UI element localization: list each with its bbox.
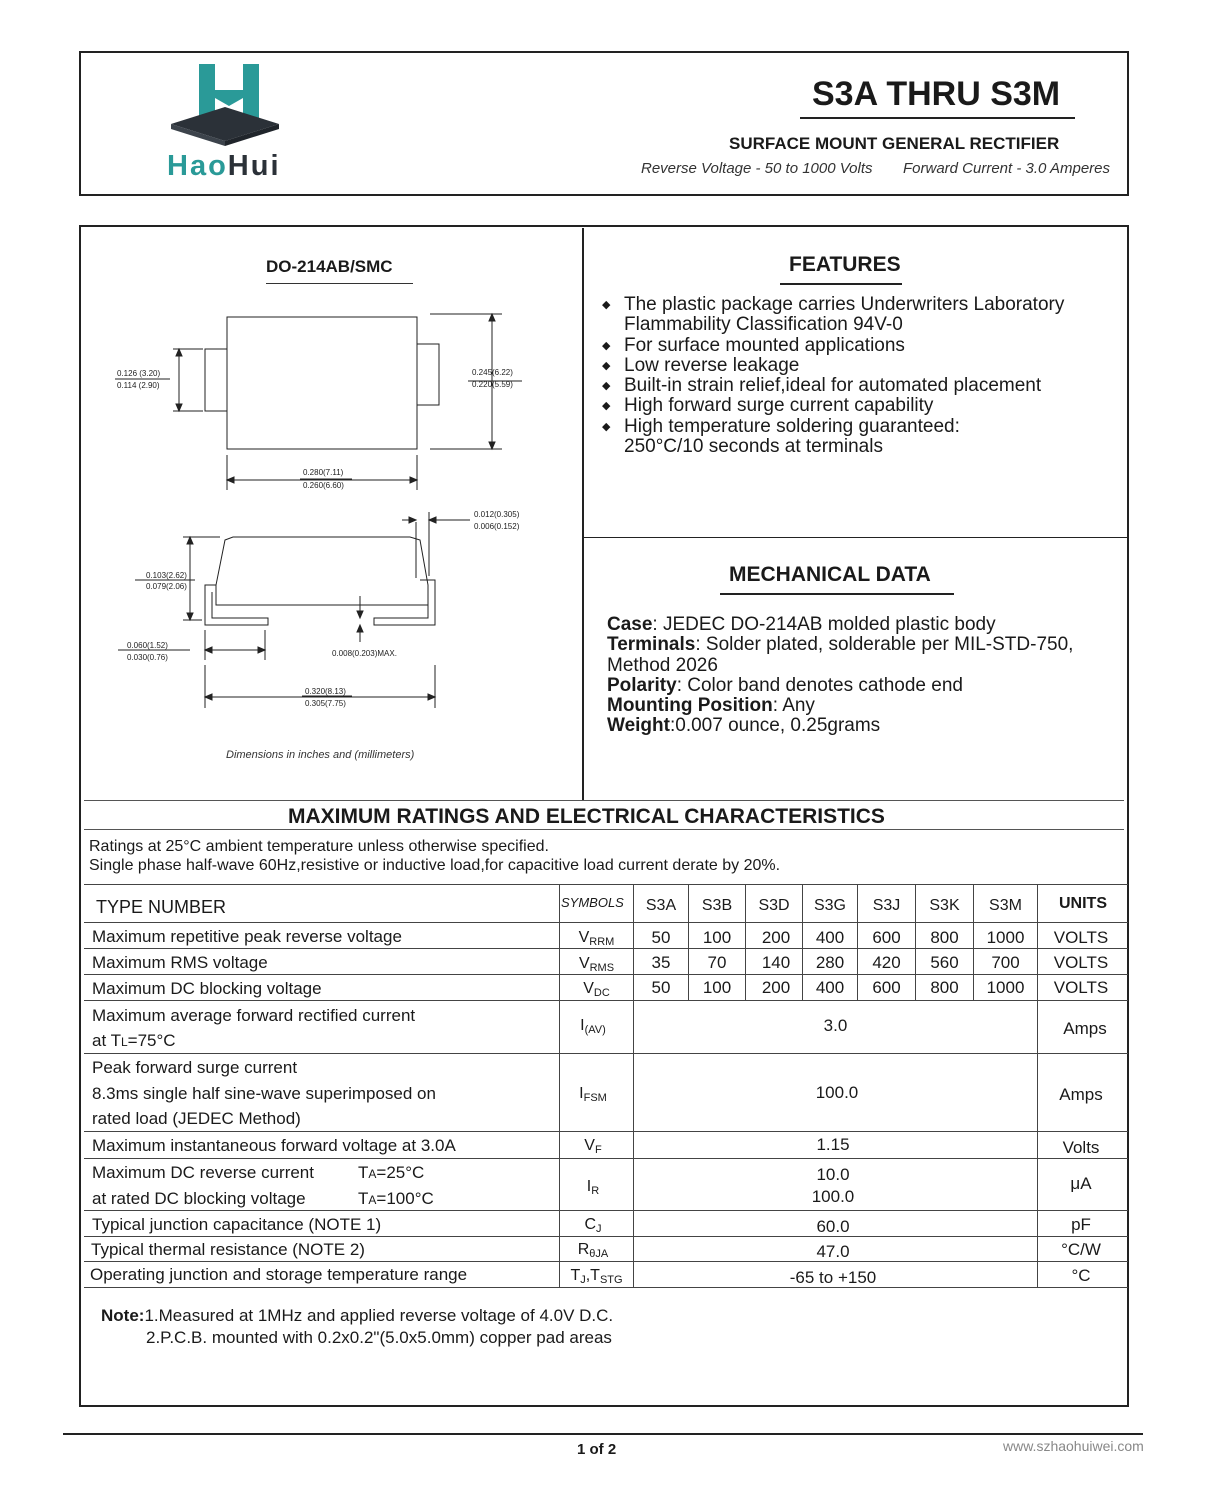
dim-foot-a: 0.060(1.52) <box>127 641 168 650</box>
row-value: 35 <box>651 953 671 972</box>
row-label: Maximum DC blocking voltage <box>92 979 322 998</box>
page-number: 1 of 2 <box>577 1441 617 1458</box>
row-value: -65 to +150 <box>789 1268 877 1287</box>
row-unit: VOLTS <box>1053 928 1109 947</box>
feature-item: ◆ For surface mounted applications <box>602 334 905 356</box>
row-value: 3.0 <box>823 1016 848 1035</box>
feature-item: ◆ High temperature soldering guaranteed: <box>602 415 960 437</box>
dim-height-b: 0.079(2.06) <box>146 582 187 591</box>
mech-polarity: Polarity: Color band denotes cathode end <box>607 674 963 696</box>
col-part: S3B <box>701 897 733 914</box>
row-value: 140 <box>761 953 791 972</box>
package-title: DO-214AB/SMC <box>266 257 393 276</box>
brand-name-right: Hui <box>227 150 281 182</box>
divider-top-table <box>84 800 1124 801</box>
ratings-intro-1: Ratings at 25°C ambient temperature unless otherwise specified. <box>89 838 549 855</box>
row-symbol: $T_J,T_{STG}$ <box>570 1267 623 1286</box>
bullet-arrow-icon: ◆ <box>602 400 611 413</box>
row-cond-100: TA=100°C <box>358 1189 434 1208</box>
col-type-number: TYPE NUMBER <box>96 897 227 917</box>
row-value: 1.15 <box>816 1135 850 1154</box>
row-symbol: $I_{FSM}$ <box>579 1085 607 1104</box>
row-value: 700 <box>991 953 1020 972</box>
row-symbol: $V_{DC}$ <box>583 980 610 999</box>
subtitle: SURFACE MOUNT GENERAL RECTIFIER <box>729 134 1060 153</box>
row-value: 60.0 <box>816 1217 850 1236</box>
divider-vertical <box>582 228 584 800</box>
col-part: S3M <box>989 897 1022 914</box>
row-label-cont: at rated DC blocking voltage <box>92 1189 306 1208</box>
row-symbol: $C_J$ <box>584 1216 602 1235</box>
row-value: 10.0 <box>816 1165 850 1184</box>
dim-total-b: 0.305(7.75) <box>305 699 346 708</box>
row-value: 100.0 <box>815 1083 859 1102</box>
dim-top-right-b: 0.220(5.59) <box>472 380 513 389</box>
dim-top-right-a: 0.245(6.22) <box>472 368 513 377</box>
feature-item: ◆ Low reverse leakage <box>602 354 800 376</box>
dim-total-a: 0.320(8.13) <box>305 687 346 696</box>
spec-voltage: Reverse Voltage - 50 to 1000 Volts <box>641 160 873 177</box>
row-unit: VOLTS <box>1053 953 1109 972</box>
website: www.szhaohuiwei.com <box>1003 1438 1144 1454</box>
bullet-arrow-icon: ◆ <box>602 339 611 352</box>
logo-mark <box>165 62 285 147</box>
divider-features-mech <box>583 537 1128 538</box>
mechanical-title: MECHANICAL DATA <box>729 563 931 586</box>
row-unit: pF <box>1071 1215 1091 1234</box>
dimensions-note: Dimensions in inches and (millimeters) <box>226 749 415 761</box>
mechanical-data <box>607 615 1073 737</box>
dim-foot-b: 0.030(0.76) <box>127 653 168 662</box>
row-symbol: $R_{\theta JA}$ <box>577 1241 609 1260</box>
side-view-lead-right <box>374 580 435 625</box>
row-label: Typical junction capacitance (NOTE 1) <box>92 1215 382 1234</box>
dim-lead-b: 0.006(0.152) <box>474 522 520 531</box>
col-part: S3A <box>645 897 677 914</box>
row-value: 600 <box>872 978 901 997</box>
row-value: 200 <box>761 928 791 947</box>
row-label: Peak forward surge current <box>92 1058 298 1077</box>
row-label: Operating junction and storage temperature range <box>90 1265 468 1284</box>
brand-name <box>167 150 281 183</box>
row-label-cont: 8.3ms single half sine-wave superimposed on <box>92 1084 436 1103</box>
row-unit: °C <box>1071 1266 1091 1285</box>
ratings-title-rule <box>84 829 1124 830</box>
notes: Note:1.Measured at 1MHz and applied reverse voltage of 4.0V D.C. <box>101 1306 614 1325</box>
mech-weight: Weight:0.007 ounce, 0.25grams <box>607 715 881 737</box>
row-label-cond: at TL=75°C <box>92 1031 176 1050</box>
feature-item: ◆ High forward surge current capability <box>602 395 934 417</box>
row-value: 560 <box>930 953 959 972</box>
row-value: 400 <box>815 978 845 997</box>
bullet-arrow-icon: ◆ <box>602 420 611 433</box>
dim-top-left-b: 0.114 (2.90) <box>117 381 160 390</box>
row-label: Maximum average forward rectified current <box>92 1006 416 1025</box>
row-value: 800 <box>930 928 959 947</box>
top-view-body <box>227 317 417 449</box>
ratings-title: MAXIMUM RATINGS AND ELECTRICAL CHARACTERISTICS <box>288 805 885 828</box>
feature-item: ◆ The plastic package carries Underwriters Laboratory <box>602 294 1065 315</box>
row-value: 1000 <box>986 928 1025 947</box>
page-title: S3A THRU S3M <box>812 75 1061 113</box>
spec-current: Forward Current - 3.0 Amperes <box>903 160 1111 177</box>
feature-item-cont: Flammability Classification 94V-0 <box>624 314 903 336</box>
col-symbols: SYMBOLS <box>561 895 624 910</box>
row-value: 1000 <box>986 978 1025 997</box>
mech-terminals-cont: Method 2026 <box>607 654 718 676</box>
mechanical-title-underline <box>720 593 954 595</box>
dim-height-a: 0.103(2.62) <box>146 571 187 580</box>
row-symbol: $I_{(AV)}$ <box>580 1017 606 1036</box>
col-part: S3G <box>813 897 846 914</box>
row-unit: °C/W <box>1061 1240 1101 1259</box>
col-part: S3J <box>872 897 901 914</box>
footer-rule <box>63 1433 1143 1435</box>
col-part: S3K <box>929 897 960 914</box>
row-value: 280 <box>815 953 845 972</box>
col-units: UNITS <box>1059 895 1107 912</box>
features-title-underline <box>780 283 902 285</box>
bullet-arrow-icon: ◆ <box>602 380 611 393</box>
mech-mounting: Mounting Position: Any <box>607 695 815 717</box>
row-value: 600 <box>872 928 901 947</box>
row-value: 50 <box>651 928 671 947</box>
side-view-body <box>216 537 428 605</box>
mech-case: Case: JEDEC DO-214AB molded plastic body <box>607 614 996 635</box>
row-label: Maximum instantaneous forward voltage at 3.0A <box>92 1136 456 1155</box>
row-value: 200 <box>761 978 791 997</box>
row-unit: Amps <box>1063 1019 1107 1038</box>
mech-terminals: Terminals: Solder plated, solderable per MIL-STD-750, <box>607 634 1074 656</box>
row-symbol: $V_{RRM}$ <box>578 929 615 948</box>
dim-top-left-a: 0.126 (3.20) <box>117 369 161 378</box>
bullet-arrow-icon: ◆ <box>602 359 611 372</box>
features-title: FEATURES <box>789 253 901 276</box>
title-underline <box>800 117 1075 119</box>
ratings-intro-2: Single phase half-wave 60Hz,resistive or inductive load,for capacitive load current derate by 20%. <box>89 857 781 874</box>
note-2: 2.P.C.B. mounted with 0.2x0.2"(5.0x5.0mm) copper pad areas <box>146 1328 612 1347</box>
row-value: 420 <box>872 953 901 972</box>
row-symbol: $V_{RMS}$ <box>578 955 615 974</box>
brand-logo <box>165 62 285 182</box>
feature-item: ◆ Built-in strain relief,ideal for automated placement <box>602 375 1042 397</box>
top-view-lead-left <box>205 349 227 411</box>
dim-standoff: 0.008(0.203)MAX. <box>332 649 397 658</box>
features-list <box>602 295 1064 457</box>
row-label: Maximum repetitive peak reverse voltage <box>92 927 402 946</box>
row-unit: Volts <box>1062 1138 1100 1157</box>
dim-lead-a: 0.012(0.305) <box>474 510 520 519</box>
row-label-cont: rated load (JEDEC Method) <box>92 1109 301 1128</box>
row-value: 800 <box>930 978 959 997</box>
row-cond-25: TA=25°C <box>358 1163 425 1182</box>
row-symbol: $V_F$ <box>584 1137 602 1156</box>
feature-item-cont: 250°C/10 seconds at terminals <box>624 436 883 458</box>
row-unit: Amps <box>1059 1085 1103 1104</box>
row-value: 50 <box>651 978 671 997</box>
row-label: Maximum RMS voltage <box>92 953 268 972</box>
row-value: 47.0 <box>816 1242 850 1261</box>
row-value: 100.0 <box>811 1187 855 1206</box>
row-value: 100 <box>702 928 732 947</box>
row-symbol: $I_R$ <box>586 1178 600 1197</box>
row-unit: VOLTS <box>1053 978 1109 997</box>
bullet-arrow-icon: ◆ <box>602 299 611 311</box>
dim-top-bottom-b: 0.260(6.60) <box>303 481 344 490</box>
package-title-underline <box>266 283 413 284</box>
row-value: 70 <box>707 953 727 972</box>
row-value: 400 <box>815 928 845 947</box>
dim-top-bottom-a: 0.280(7.11) <box>303 468 344 477</box>
top-view-lead-right <box>417 344 439 405</box>
row-label: Typical thermal resistance (NOTE 2) <box>91 1240 365 1259</box>
row-label: Maximum DC reverse current <box>92 1163 314 1182</box>
row-value: 100 <box>702 978 732 997</box>
brand-name-left: Hao <box>167 150 228 182</box>
row-unit: μA <box>1070 1174 1092 1193</box>
col-part: S3D <box>758 897 790 914</box>
